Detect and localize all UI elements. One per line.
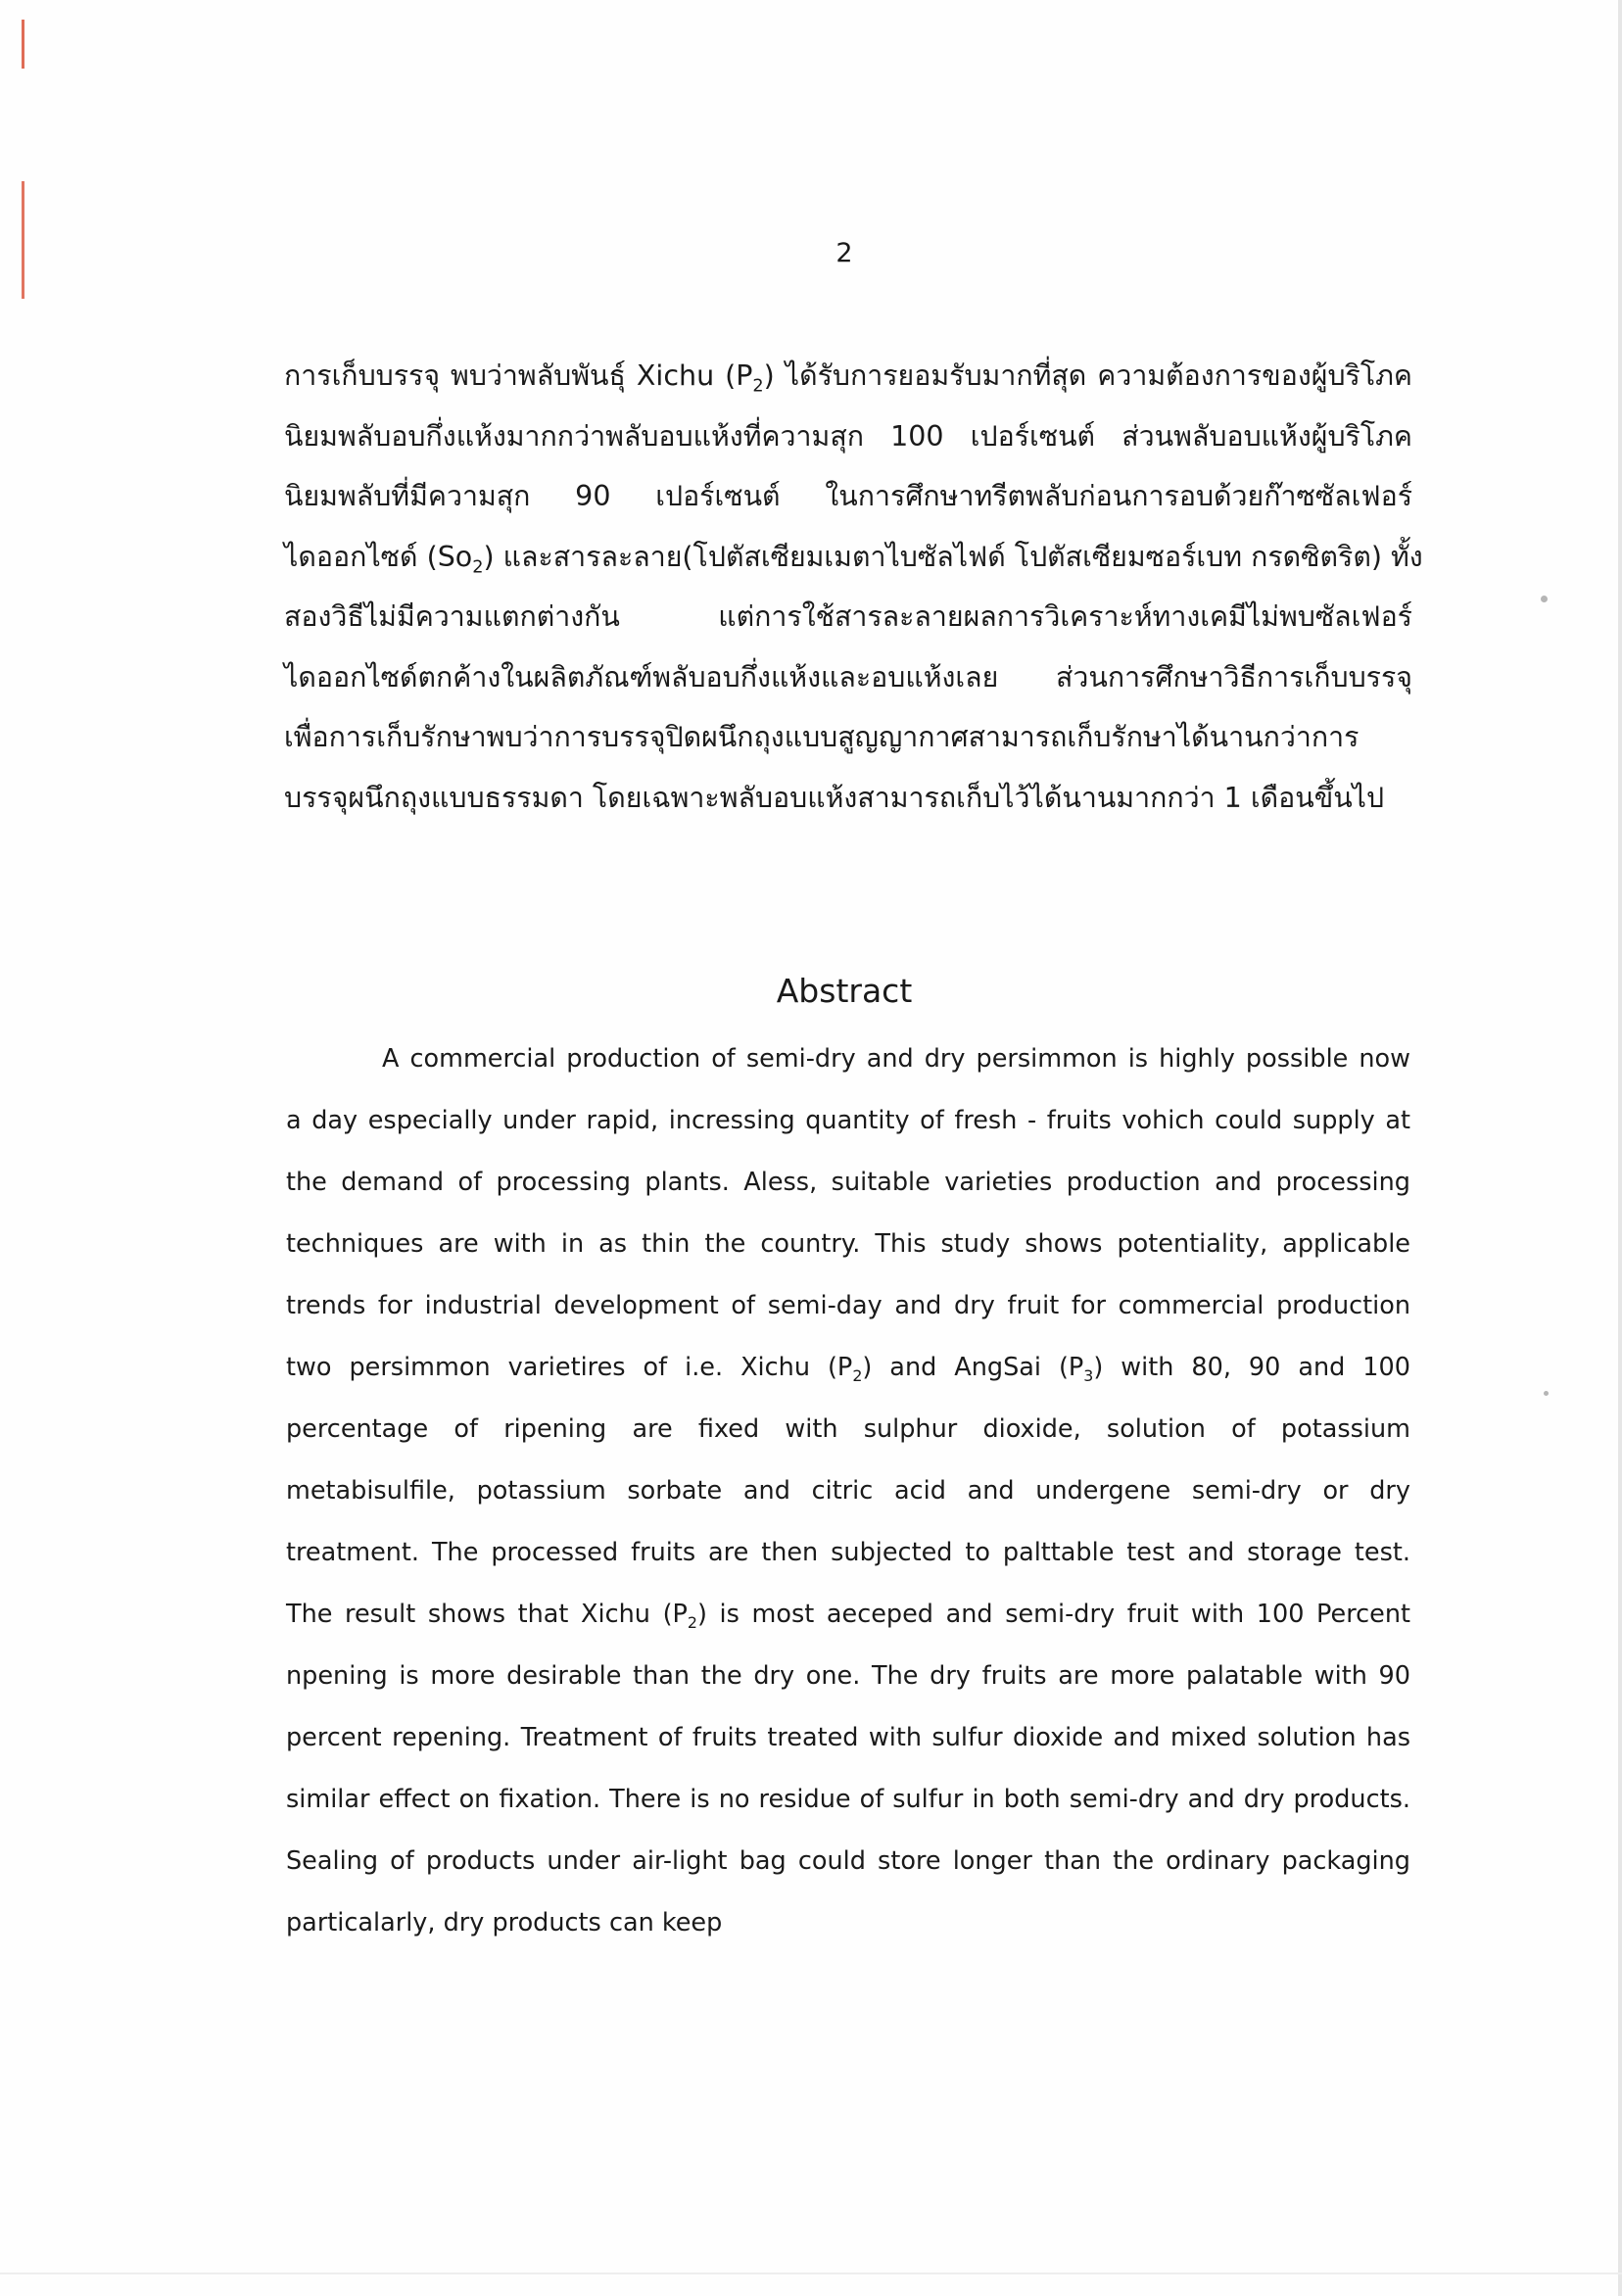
scan-speck <box>1541 596 1548 602</box>
abstract-heading: Abstract <box>776 972 913 1010</box>
abstract-line-15: particalarly, dry products can keep <box>286 1908 723 1937</box>
thai-line-3: นิยมพลับที่มีความสุก 90 เปอร์เซนต์ ในการศึกษาทรีตพลับก่อนการอบด้วยก๊าซซัลเฟอร์ <box>284 480 1412 512</box>
page-right-edge <box>1618 0 1622 2296</box>
abstract-line-7: percentage of ripening are fixed with sulphur dioxide, solution of potassium <box>286 1414 1410 1444</box>
abstract-line-5: trends for industrial development of semi-day and dry fruit for commercial production <box>286 1291 1410 1320</box>
abstract-line-3: the demand of processing plants. Aless, suitable varieties production and processing <box>286 1168 1410 1197</box>
abstract-line-2: a day especially under rapid, incressing quantity of fresh - fruits vohich could supply at <box>286 1106 1410 1135</box>
thai-line-4: ไดออกไซด์ $(So_2)$ และสารละลาย(โปตัสเซียมเมตาไบซัลไฟด์ โปตัสเซียมซอร์เบท กรดซิตริต) ทั้ง <box>284 540 1423 578</box>
scan-speck <box>1544 1391 1549 1396</box>
abstract-line-9: treatment. The processed fruits are then subjected to palttable test and storage test. <box>286 1538 1410 1567</box>
page-number: 2 <box>835 238 853 268</box>
thai-line-1: การเก็บบรรจุ พบว่าพลับพันธุ์ Xichu $(P_2)$ ได้รับการยอมรับมากที่สุด ความต้องการของผู้บริโภค <box>284 359 1413 397</box>
abstract-line-6: two persimmon varietires of i.e. Xichu $(P_2)$ and AngSai $(P_3)$ with 80, 90 and 100 <box>286 1353 1410 1386</box>
abstract-line-10: The result shows that Xichu $(P_2)$ is most aeceped and semi-dry fruit with 100 Percent <box>286 1600 1411 1633</box>
abstract-paragraph <box>286 1036 1410 1962</box>
abstract-line-11: npening is more desirable than the dry one. The dry fruits are more palatable with 90 <box>286 1661 1410 1691</box>
abstract-line-8: metabisulfile, potassium sorbate and citric acid and undergene semi-dry or dry <box>286 1476 1410 1506</box>
page-bottom-edge <box>0 2272 1622 2274</box>
thai-line-7: เพื่อการเก็บรักษาพบว่าการบรรจุปิดผนึกถุงแบบสูญญากาศสามารถเก็บรักษาได้นานกว่าการ <box>284 721 1360 753</box>
thai-line-5: สองวิธีไม่มีความแตกต่างกัน แต่การใช้สารละลายผลการวิเคราะห์ทางเคมีไม่พบซัลเฟอร์ <box>284 600 1412 633</box>
thai-summary-paragraph <box>284 353 1423 835</box>
abstract-line-4: techniques are with in as thin the country. This study shows potentiality, applicable <box>286 1229 1410 1259</box>
abstract-line-14: Sealing of products under air-light bag could store longer than the ordinary packaging <box>286 1846 1410 1876</box>
abstract-line-13: similar effect on fixation. There is no residue of sulfur in both semi-dry and dry products. <box>286 1785 1410 1814</box>
abstract-line-1: A commercial production of semi-dry and dry persimmon is highly possible now <box>382 1044 1410 1074</box>
binding-mark-top <box>22 20 24 69</box>
thai-line-6: ไดออกไซด์ตกค้างในผลิตภัณฑ์พลับอบกึ่งแห้งและอบแห้งเลย ส่วนการศึกษาวิธีการเก็บบรรจุ <box>284 660 1412 694</box>
abstract-line-12: percent repening. Treatment of fruits treated with sulfur dioxide and mixed solution has <box>286 1723 1410 1752</box>
thai-line-8: บรรจุผนึกถุงแบบธรรมดา โดยเฉพาะพลับอบแห้งสามารถเก็บไว้ได้นานมากกว่า 1 เดือนขึ้นไป <box>284 781 1385 814</box>
thai-line-2: นิยมพลับอบกึ่งแห้งมากกว่าพลับอบแห้งที่ความสุก 100 เปอร์เซนต์ ส่วนพลับอบแห้งผู้บริโภค <box>284 419 1412 453</box>
